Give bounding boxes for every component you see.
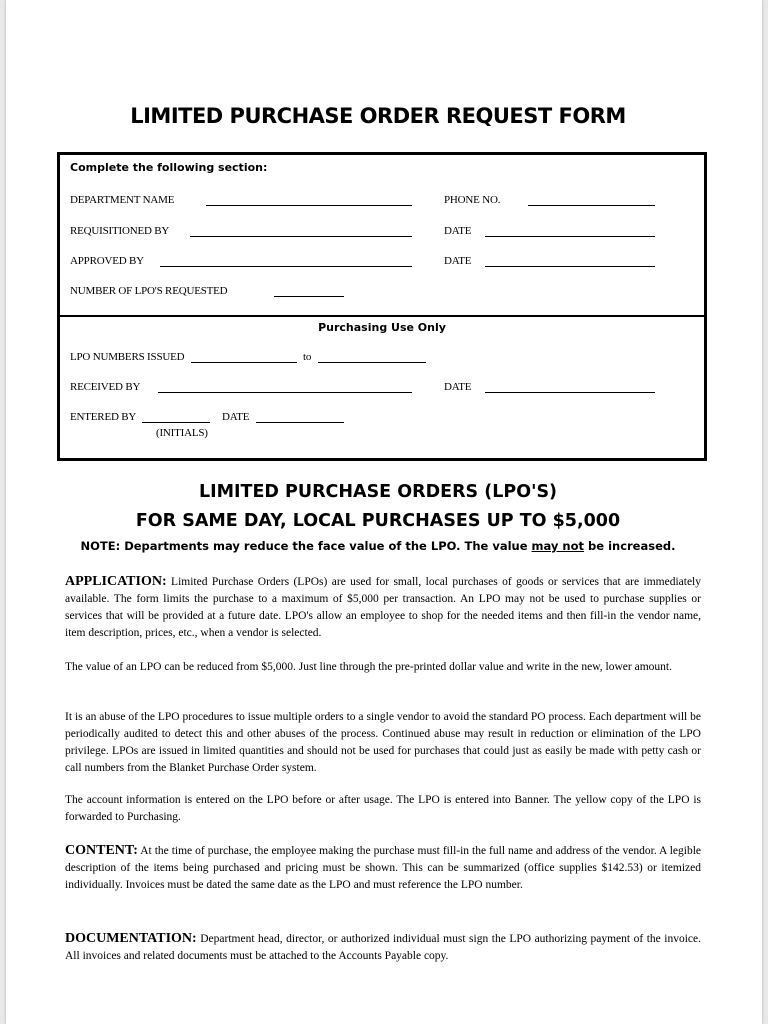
date-label-2: DATE bbox=[444, 255, 472, 267]
form-title: LIMITED PURCHASE ORDER REQUEST FORM bbox=[130, 104, 626, 128]
content-body: At the time of purchase, the employee making the purchase must fill-in the full name and address of the vendor. A legible description of the items being purchased and pricing must be shown. This can be summarized (office supplies $142.53) or itemized individually. Invoices must be dated the same date as the LPO and must reference the LPO number. bbox=[65, 845, 701, 891]
department-name-label: DEPARTMENT NAME bbox=[70, 194, 175, 206]
section-header: Complete the following section: bbox=[70, 161, 268, 174]
initials-label: (INITIALS) bbox=[156, 427, 208, 439]
requisitioned-by-label: REQUISITIONED BY bbox=[70, 225, 170, 237]
application-heading: APPLICATION: bbox=[65, 574, 167, 589]
date-label-4: DATE bbox=[222, 411, 250, 423]
lpo-numbers-issued-label: LPO NUMBERS ISSUED bbox=[70, 351, 185, 363]
phone-no-field[interactable] bbox=[528, 205, 655, 206]
content-heading: CONTENT: bbox=[65, 843, 138, 858]
content-paragraph bbox=[65, 842, 701, 894]
received-by-field[interactable] bbox=[158, 392, 412, 393]
note-emphasis: may not bbox=[531, 539, 585, 553]
subtitle-same-day: FOR SAME DAY, LOCAL PURCHASES UP TO $5,000 bbox=[135, 511, 621, 531]
date-field-3[interactable] bbox=[485, 392, 655, 393]
entered-by-field[interactable] bbox=[142, 422, 210, 423]
requisitioned-by-field[interactable] bbox=[190, 236, 412, 237]
section-divider bbox=[60, 315, 704, 317]
application-body: Limited Purchase Orders (LPOs) are used for small, local purchases of goods or services that are immediately available. The form limits the purchase to a maximum of $5,000 per transaction. An LPO may not be used to purchase supplies or services that will be provided at a future date. LPO's allow an employee to shop for the needed items and then fill-in the vendor name, item description, prices, etc., when a vendor is selected. bbox=[65, 576, 701, 639]
subtitle-lpos: LIMITED PURCHASE ORDERS (LPO'S) bbox=[198, 482, 558, 502]
lpo-numbers-from-field[interactable] bbox=[191, 362, 297, 363]
to-label: to bbox=[303, 351, 312, 363]
number-of-lpos-label: NUMBER OF LPO'S REQUESTED bbox=[70, 285, 228, 297]
lpo-numbers-to-field[interactable] bbox=[318, 362, 426, 363]
reduce-value-paragraph: The value of an LPO can be reduced from $5,000. Just line through the pre-printed dollar value and write in the new, lower amount. bbox=[65, 661, 672, 673]
account-info-paragraph: The account information is entered on the LPO before or after usage. The LPO is entered into Banner. The yellow copy of the LPO is forwarded to Purchasing. bbox=[65, 794, 701, 823]
received-by-label: RECEIVED BY bbox=[70, 381, 141, 393]
request-form-box bbox=[57, 152, 707, 461]
date-label-1: DATE bbox=[444, 225, 472, 237]
approved-by-field[interactable] bbox=[160, 266, 412, 267]
number-of-lpos-field[interactable] bbox=[274, 296, 344, 297]
note-line bbox=[0, 539, 762, 553]
abuse-paragraph: It is an abuse of the LPO procedures to issue multiple orders to a single vendor to avoid the standard PO process. Each department will be periodically audited to detect this and other abuses of the process. Continued abuse may result in reduction or elimination of the LPO privilege. LPOs are issued in limited quantities and should not be used for purchases that could just as easily be made with petty cash or call numbers from the Blanket Purchase Order system. bbox=[65, 711, 701, 774]
documentation-heading: DOCUMENTATION: bbox=[65, 931, 197, 946]
documentation-body: Department head, director, or authorized individual must sign the LPO authorizing payment of the invoice. All invoices and related documents must be attached to the Accounts Payable copy. bbox=[65, 933, 701, 962]
application-paragraph bbox=[65, 573, 701, 642]
phone-no-label: PHONE NO. bbox=[444, 194, 501, 206]
date-field-1[interactable] bbox=[485, 236, 655, 237]
approved-by-label: APPROVED BY bbox=[70, 255, 144, 267]
purchasing-use-only-header: Purchasing Use Only bbox=[318, 321, 446, 334]
department-name-field[interactable] bbox=[206, 205, 412, 206]
entered-by-label: ENTERED BY bbox=[70, 411, 137, 423]
date-field-2[interactable] bbox=[485, 266, 655, 267]
date-label-3: DATE bbox=[444, 381, 472, 393]
note-suffix: be increased. bbox=[584, 539, 676, 553]
documentation-paragraph bbox=[65, 930, 701, 965]
date-field-4[interactable] bbox=[256, 422, 344, 423]
note-prefix: NOTE: Departments may reduce the face value of the LPO. The value bbox=[80, 539, 532, 553]
